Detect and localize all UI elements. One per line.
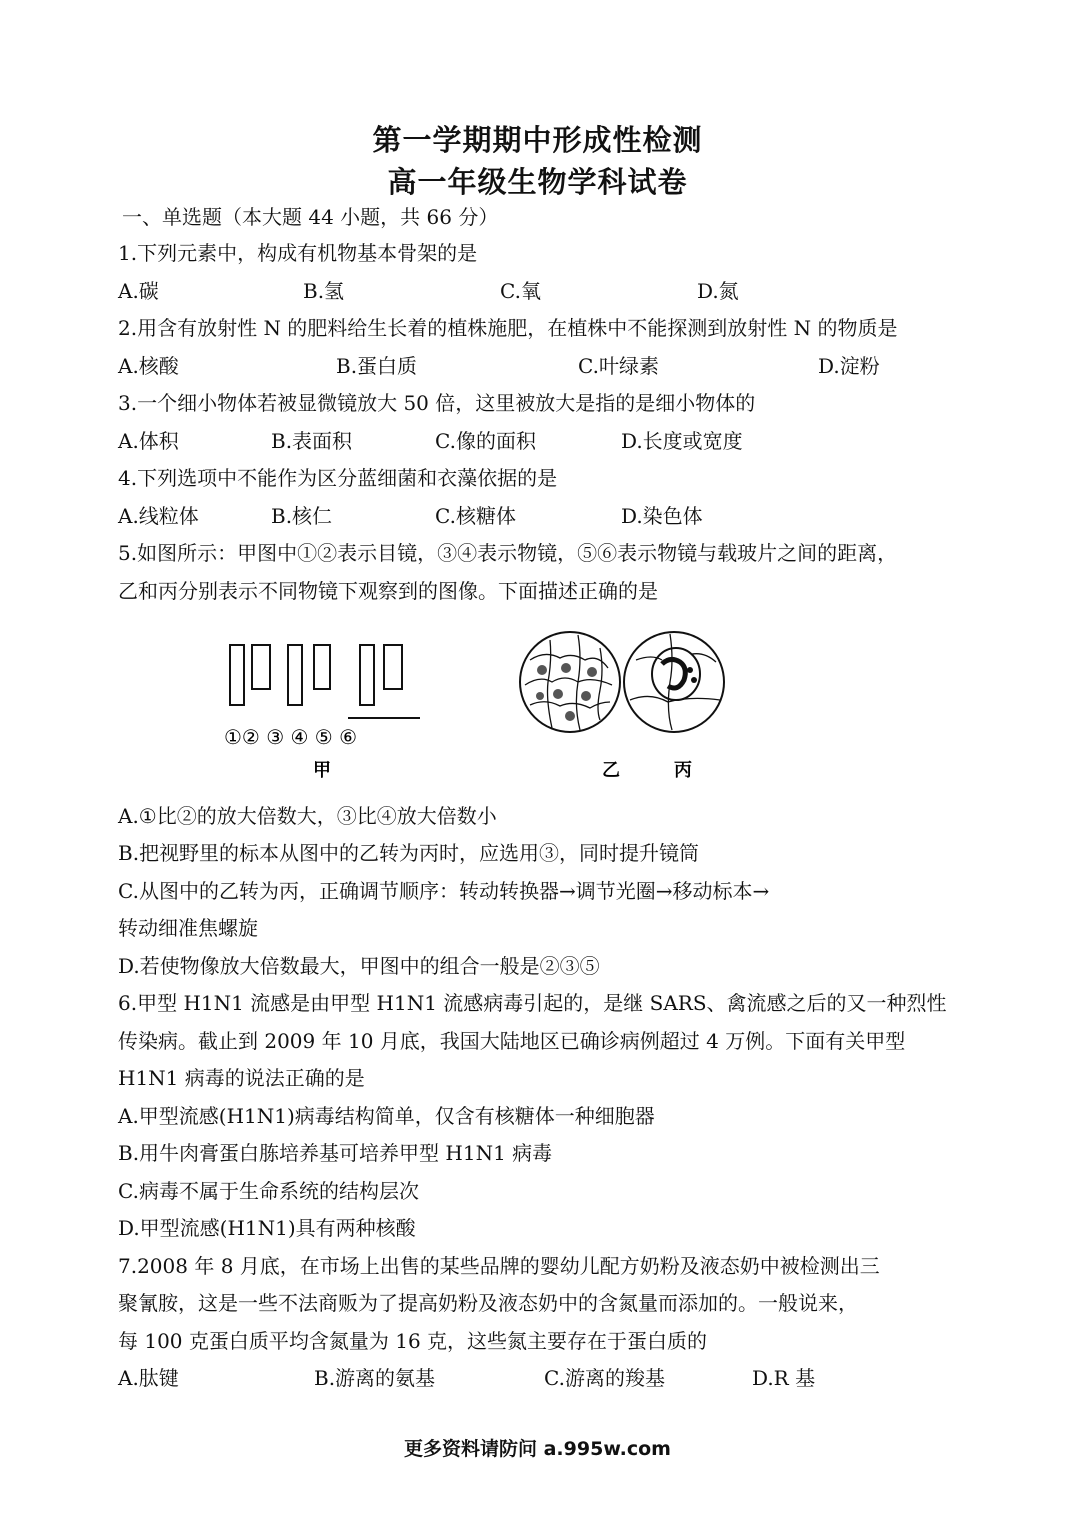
- question-1-option-d: D.氮: [697, 279, 739, 303]
- section-heading: 一、单选题（本大题 44 小题，共 66 分）: [122, 205, 499, 229]
- question-2-option-d: D.淀粉: [818, 354, 880, 378]
- figure-label-jia: 甲: [313, 760, 331, 781]
- question-5-option-c-line2: 转动细准焦螺旋: [118, 916, 258, 940]
- question-7-stem-line2: 聚氰胺，这是一些不法商贩为了提高奶粉及液态奶中的含氮量而添加的。一般说来，: [118, 1291, 858, 1315]
- question-5-option-a: A.①比②的放大倍数大，③比④放大倍数小: [118, 804, 497, 828]
- question-4-option-b: B.核仁: [271, 504, 333, 528]
- microscope-figure: [200, 630, 740, 790]
- question-7-option-c: C.游离的羧基: [544, 1366, 665, 1390]
- figure-label-yi: 乙: [602, 760, 620, 781]
- view-bing: [624, 632, 724, 732]
- question-4-option-d: D.染色体: [621, 504, 703, 528]
- question-6-option-b: B.用牛肉膏蛋白胨培养基可培养甲型 H1N1 病毒: [118, 1141, 553, 1165]
- question-3-option-a: A.体积: [118, 429, 179, 453]
- question-5-option-c-line1: C.从图中的乙转为丙，正确调节顺序：转动转换器→调节光圈→移动标本→: [118, 879, 770, 903]
- question-7-option-b: B.游离的氨基: [314, 1366, 436, 1390]
- question-7-stem-line1: 7.2008 年 8 月底，在市场上出售的某些品牌的婴幼儿配方奶粉及液态奶中被检测出三: [118, 1254, 880, 1278]
- eyepiece-2: [252, 645, 270, 689]
- question-3-option-c: C.像的面积: [435, 429, 536, 453]
- question-6-stem-line1: 6.甲型 H1N1 流感是由甲型 H1N1 流感病毒引起的，是继 SARS、禽流感之后的又一种烈性: [118, 991, 947, 1015]
- eyepiece-1: [230, 645, 244, 705]
- figure-label-bing: 丙: [674, 760, 692, 781]
- question-5-stem-line1: 5.如图所示：甲图中①②表示目镜，③④表示物镜，⑤⑥表示物镜与载玻片之间的距离，: [118, 541, 898, 565]
- question-2-option-a: A.核酸: [118, 354, 179, 378]
- question-2-option-b: B.蛋白质: [336, 354, 418, 378]
- objective-4: [314, 645, 330, 689]
- question-4-option-c: C.核糖体: [435, 504, 516, 528]
- question-7-option-d: D.R 基: [752, 1366, 816, 1390]
- question-1-option-b: B.氢: [303, 279, 345, 303]
- question-1-option-a: A.碳: [118, 279, 159, 303]
- question-6-stem-line2: 传染病。截止到 2009 年 10 月底，我国大陆地区已确诊病例超过 4 万例。下面有关甲型: [118, 1029, 906, 1053]
- question-3-stem: 3.一个细小物体若被显微镜放大 50 倍，这里被放大是指的是细小物体的: [118, 391, 756, 415]
- question-6-option-a: A.甲型流感(H1N1)病毒结构简单，仅含有核糖体一种细胞器: [118, 1104, 655, 1128]
- page-title-line2: 高一年级生物学科试卷: [387, 165, 688, 199]
- objective-5: [360, 645, 374, 705]
- question-3-option-d: D.长度或宽度: [621, 429, 743, 453]
- question-2-option-c: C.叶绿素: [578, 354, 659, 378]
- question-6-option-d: D.甲型流感(H1N1)具有两种核酸: [118, 1216, 416, 1240]
- question-1-option-c: C.氧: [500, 279, 541, 303]
- question-5-stem-line2: 乙和丙分别表示不同物镜下观察到的图像。下面描述正确的是: [118, 579, 658, 603]
- question-6-stem-line3: H1N1 病毒的说法正确的是: [118, 1066, 365, 1090]
- objective-6: [384, 645, 402, 689]
- question-1-stem: 1.下列元素中，构成有机物基本骨架的是: [118, 241, 478, 265]
- question-5-option-d: D.若使物像放大倍数最大，甲图中的组合一般是②③⑤: [118, 954, 600, 978]
- view-yi: [520, 632, 620, 732]
- question-7-stem-line3: 每 100 克蛋白质平均含氮量为 16 克，这些氮主要存在于蛋白质的: [118, 1329, 708, 1353]
- question-6-option-c: C.病毒不属于生命系统的结构层次: [118, 1179, 419, 1203]
- question-7-option-a: A.肽键: [118, 1366, 179, 1390]
- question-4-stem: 4.下列选项中不能作为区分蓝细菌和衣藻依据的是: [118, 466, 558, 490]
- lens-labels: ①② ③ ④ ⑤ ⑥: [224, 725, 358, 749]
- question-5-option-b: B.把视野里的标本从图中的乙转为丙时，应选用③，同时提升镜筒: [118, 841, 700, 865]
- page-title-line1: 第一学期期中形成性检测: [372, 123, 703, 157]
- footer-link-text[interactable]: 更多资料请防问 a.995w.com: [404, 1438, 671, 1460]
- question-2-stem: 2.用含有放射性 N 的肥料给生长着的植株施肥，在植株中不能探测到放射性 N 的物质是: [118, 316, 898, 340]
- question-4-option-a: A.线粒体: [118, 504, 199, 528]
- question-3-option-b: B.表面积: [271, 429, 353, 453]
- objective-3: [288, 645, 302, 705]
